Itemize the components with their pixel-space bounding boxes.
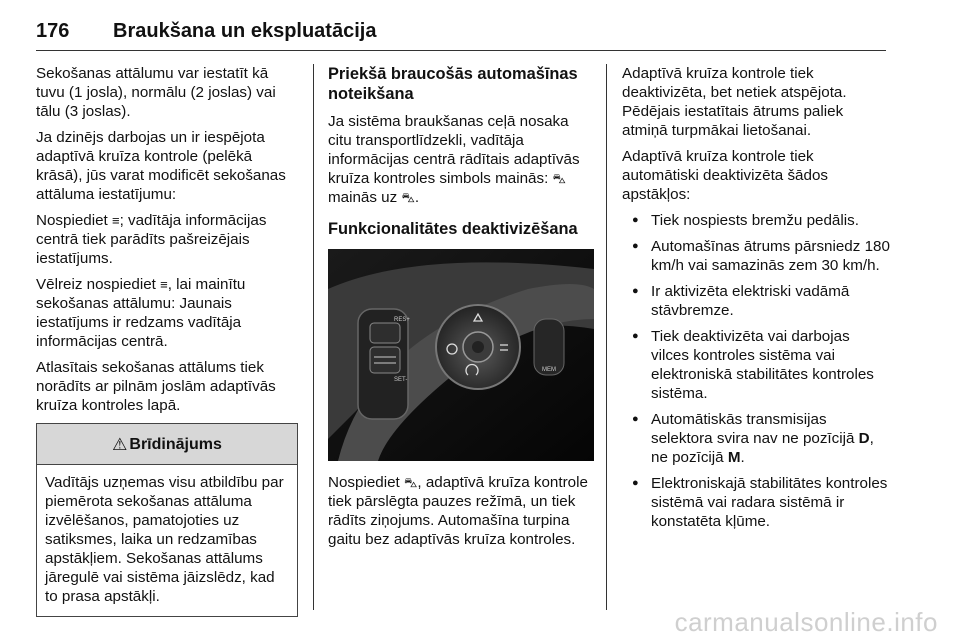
distance-button-icon: ≡: [111, 213, 120, 228]
paragraph: Adaptīvā kruīza kontrole tiek automātiski deaktivizēta šādos apstākļos:: [622, 148, 828, 203]
list-item: ● Tiek deaktivizēta vai darbojas vilces kontroles sistēma vai elektroniskā stabilitātes kontroles sistēma.: [622, 327, 890, 403]
paragraph: Atlasītais sekošanas attālums tiek norādīts ar pilnām joslām adaptīvās kruīza kontroles lapā.: [36, 359, 276, 414]
text: .: [414, 189, 420, 206]
set-label: SET-: [394, 377, 408, 383]
text: Nospiediet: [328, 474, 404, 491]
list-item: [622, 410, 890, 467]
vehicle-detected-icon: ⛍: [401, 190, 415, 205]
column-1: [36, 64, 298, 617]
text: mainās uz: [328, 189, 402, 206]
page-number: 176: [36, 20, 70, 42]
paragraph: [36, 211, 298, 268]
text: Automātiskās transmisijas selektora svira nav ne pozīcijā: [651, 411, 859, 447]
mem-label: MEM: [542, 367, 556, 373]
gear-m: M: [727, 449, 741, 466]
rocker-switch: [370, 347, 400, 373]
watermark: carmanualsonline.info: [674, 607, 938, 637]
warning-body: Vadītājs uzņemas visu atbildību par piemērota sekošanas attāluma izvēlēšanos, pamatojoties uz satiksmes, laika un redzamības apstākļiem. Sekošanas attālums jāregulē vai sistēma jāizslēdz, kad to prasa apstākļi.: [45, 474, 284, 605]
page-header: [36, 18, 886, 51]
paragraph: Adaptīvā kruīza kontrole tiek deaktivizēta, bet netiek atspējota. Pēdējais iestatītais ātrums paliek atmiņā turpmākai lietošanai.: [622, 65, 847, 139]
list-item: ● Elektroniskajā stabilitātes kontroles sistēmā vai radara sistēmā ir konstatēta kļūme.: [622, 474, 890, 531]
paragraph: Sekošanas attālumu var iestatīt kā tuvu (1 josla), normālu (2 joslas) vai tālu (3 joslas).: [36, 65, 276, 120]
pause-button-icon: ⛍: [403, 475, 418, 490]
vehicle-ahead-icon: ⛍: [552, 171, 566, 186]
section-heading: Priekšā braucošās automašīnas noteikšana: [328, 65, 578, 103]
bullet-list: [622, 211, 890, 531]
text: , adaptīvā kruīza kontrole tiek pārslēgta pauzes režīmā, un tiek rādīts ziņojums. Automašīna turpina gaitu bez adaptīvās kruīza kontroles.: [328, 474, 588, 548]
column-2: [328, 64, 594, 556]
distance-button-icon: ≡: [160, 277, 168, 292]
res-button: [370, 323, 400, 343]
warning-header: [37, 424, 297, 465]
paragraph: [328, 112, 594, 207]
column-divider: [606, 64, 607, 610]
center-button-cap: [472, 341, 484, 353]
text: , lai mainītu sekošanas attālumu: Jaunais iestatījums ir redzams vadītāja informācijas centrā.: [36, 276, 246, 350]
res-label: RES+: [394, 317, 410, 323]
text: ; vadītāja informācijas centrā tiek parādīts pašreizējais iestatījums.: [36, 212, 267, 267]
column-divider: [313, 64, 314, 610]
text: .: [740, 449, 745, 466]
text: Ja sistēma braukšanas ceļā nosaka citu transportlīdzekli, vadītāja informācijas centrā rādītais adaptīvās kruīza kontroles simbols mainās:: [328, 113, 580, 187]
list-item: ● Automašīnas ātrums pārsniedz 180 km/h vai samazinās zem 30 km/h.: [622, 237, 890, 275]
text: , ne pozīcijā: [651, 430, 874, 466]
column-3: [622, 64, 890, 538]
text: Vēlreiz nospiediet: [36, 276, 161, 293]
paragraph: [36, 275, 298, 351]
list-item: ● Tiek nospiests bremžu pedālis.: [622, 211, 890, 230]
warning-icon: ⚠: [112, 434, 128, 454]
section-heading: Funkcionalitātes deaktivizēšana: [328, 220, 578, 238]
text: Nospiediet: [36, 212, 112, 229]
gear-d: D: [858, 430, 870, 447]
paragraph: [328, 473, 594, 549]
list-item: ● Ir aktivizēta elektriski vadāmā stāvbremze.: [622, 282, 890, 320]
steering-wheel-controls-photo: [328, 249, 594, 461]
warning-title: Brīdinājums: [129, 435, 222, 453]
page-title: Braukšana un ekspluatācija: [113, 20, 377, 42]
paragraph: Ja dzinējs darbojas un ir iespējota adaptīvā kruīza kontrole (pelēkā krāsā), jūs varat modificēt sekošanas attāluma iestatījumu:: [36, 129, 286, 203]
warning-box: [36, 423, 298, 617]
